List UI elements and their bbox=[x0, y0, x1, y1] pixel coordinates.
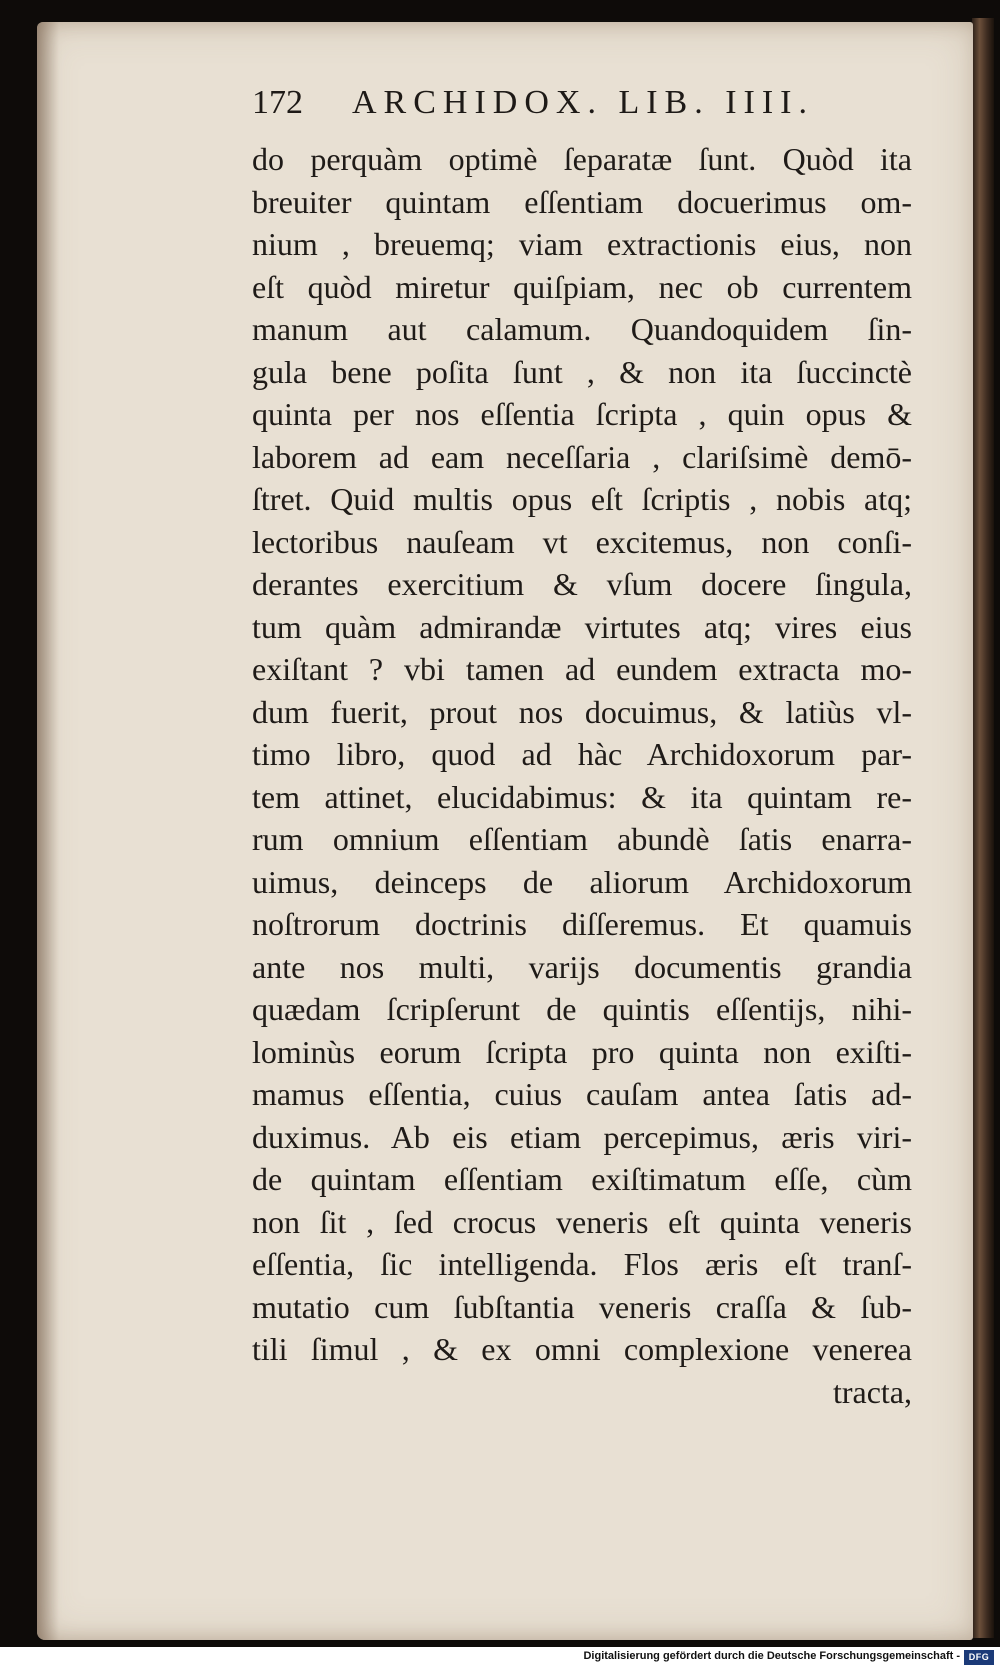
body-text bbox=[252, 138, 912, 1413]
text-line: tum quàm admirandæ virtutes atq; vires eius bbox=[252, 608, 912, 645]
text-line: dum fuerit, prout nos docuimus, & latiùs vl- bbox=[252, 693, 912, 730]
text-line: duximus. Ab eis etiam percepimus, æris viri- bbox=[252, 1118, 912, 1155]
text-line: do perquàm optimè ſeparatæ ſunt. Quòd ita bbox=[252, 141, 912, 177]
gutter-shadow bbox=[37, 22, 59, 1640]
text-line: lominùs eorum ſcripta pro quinta non exiſti- bbox=[252, 1033, 912, 1070]
next-leaf-edge bbox=[972, 18, 994, 1638]
text-line: uimus, deinceps de aliorum Archidoxorum bbox=[252, 863, 912, 900]
text-line: gula bene poſita ſunt , & non ita ſuccinctè bbox=[252, 353, 912, 390]
text-line: exiſtant ? vbi tamen ad eundem extracta mo- bbox=[252, 651, 912, 687]
text-line: timo libro, quod ad hàc Archidoxorum par- bbox=[252, 736, 912, 772]
running-head bbox=[252, 84, 882, 132]
text-line: tem attinet, elucidabimus: & ita quintam re- bbox=[252, 778, 912, 815]
dfg-logo: DFG bbox=[964, 1650, 994, 1665]
text-line: breuiter quintam eſſentiam docuerimus om- bbox=[252, 183, 912, 220]
page-number: 172 bbox=[252, 84, 303, 121]
text-line: lectoribus nauſeam vt excitemus, non conſi- bbox=[252, 523, 912, 560]
text-line: eſſentia, ſic intelligenda. Flos æris eſt tranſ- bbox=[252, 1246, 912, 1282]
text-line: mamus eſſentia, cuius cauſam antea ſatis ad- bbox=[252, 1076, 912, 1112]
text-line: manum aut calamum. Quandoquidem ſin- bbox=[252, 311, 912, 347]
catchword: tracta, bbox=[832, 1373, 912, 1410]
text-line: de quintam eſſentiam exiſtimatum eſſe, cùm bbox=[252, 1161, 912, 1197]
digitization-footer bbox=[0, 1647, 1000, 1669]
text-line: nium , breuemq; viam extractionis eius, non bbox=[252, 226, 912, 262]
text-line: derantes exercitium & vſum docere ſingula, bbox=[252, 566, 912, 602]
text-line: laborem ad eam neceſſaria , clariſsimè demō- bbox=[252, 438, 912, 475]
text-line: rum omnium eſſentiam abundè ſatis enarra- bbox=[252, 821, 912, 857]
text-line: non ſit , ſed crocus veneris eſt quinta veneris bbox=[252, 1203, 912, 1240]
text-line: tili ſimul , & ex omni complexione venerea bbox=[252, 1331, 912, 1367]
text-line: eſt quòd miretur quiſpiam, nec ob currentem bbox=[252, 268, 912, 305]
text-line: ſtret. Quid multis opus eſt ſcriptis , nobis atq; bbox=[252, 481, 912, 517]
text-line: ante nos multi, varijs documentis grandia bbox=[252, 948, 912, 985]
text-line: noſtrorum doctrinis diſſeremus. Et quamuis bbox=[252, 906, 912, 942]
text-line: mutatio cum ſubſtantia veneris craſſa & ſub- bbox=[252, 1288, 912, 1325]
footer-credit: Digitalisierung gefördert durch die Deutsche Forschungsgemeinschaft - bbox=[583, 1650, 960, 1662]
running-title: ARCHIDOX. LIB. IIII. bbox=[352, 84, 815, 121]
text-line: quædam ſcripſerunt de quintis eſſentijs, nihi- bbox=[252, 991, 912, 1027]
text-line: quinta per nos eſſentia ſcripta , quin opus & bbox=[252, 396, 912, 432]
